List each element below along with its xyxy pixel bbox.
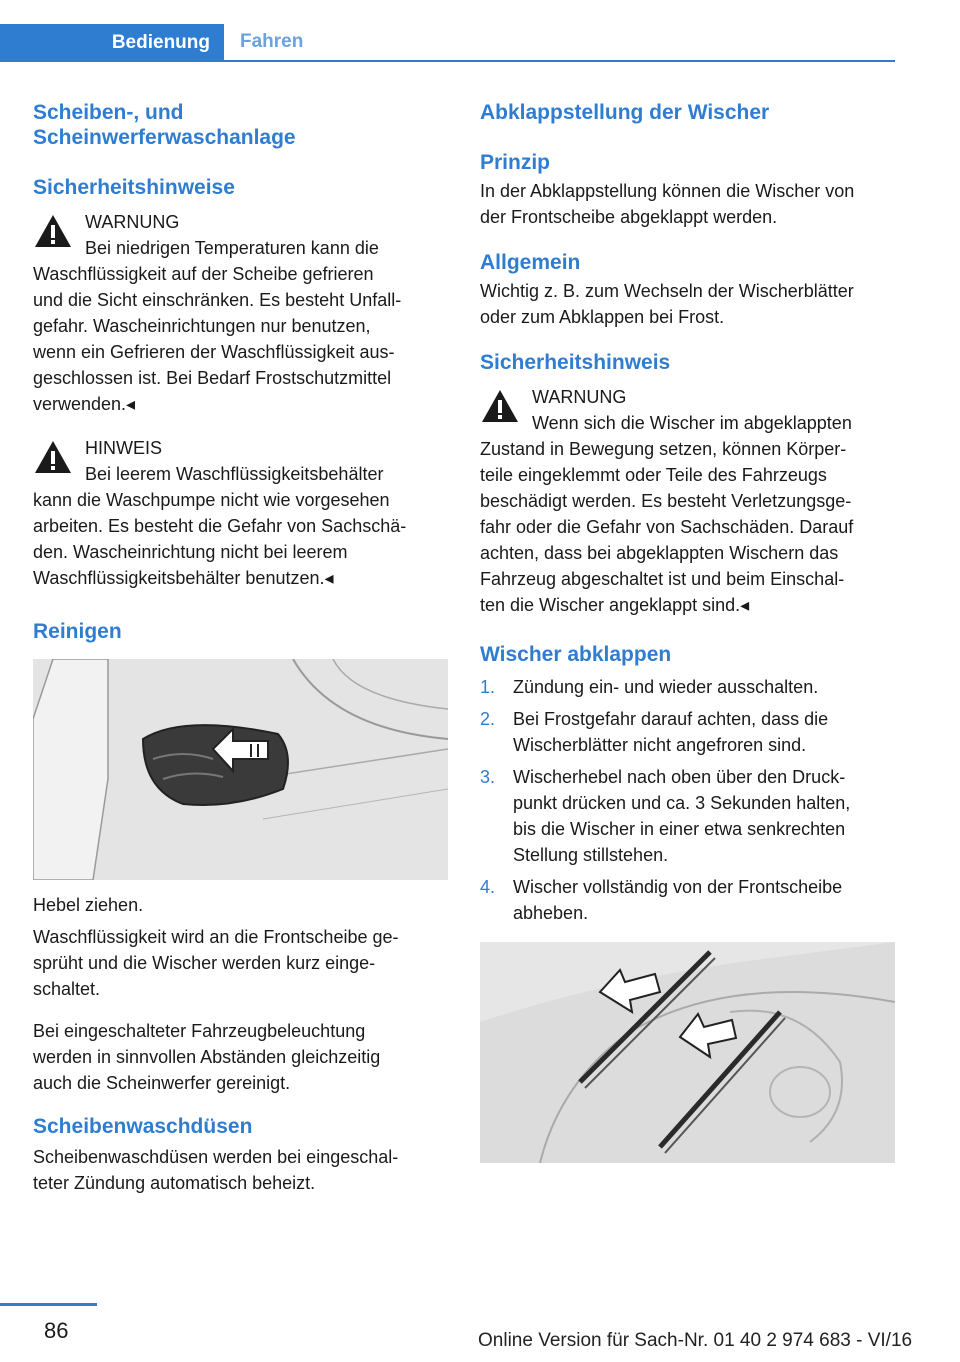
lever-instruction: Hebel ziehen. bbox=[33, 895, 144, 915]
step-line: punkt drücken und ca. 3 Sekunden halten, bbox=[513, 793, 851, 813]
heading-general: Allgemein bbox=[480, 251, 581, 274]
warning-line: achten, dass bei abgeklappten Wischern das bbox=[480, 543, 839, 563]
list-item bbox=[480, 764, 896, 868]
header-rule bbox=[0, 60, 895, 62]
step-number: 4. bbox=[480, 877, 496, 897]
list-item bbox=[480, 706, 896, 758]
footer-rule bbox=[0, 1303, 97, 1306]
warning-label: WARNUNG bbox=[85, 212, 180, 232]
general-text-line: oder zum Abklappen bei Frost. bbox=[480, 307, 725, 327]
warning-triangle-icon bbox=[33, 439, 73, 475]
warning-line: Fahrzeug abgeschaltet ist und beim Einschal- bbox=[480, 569, 845, 589]
online-version-note: Online Version für Sach-Nr. 01 40 2 974 683 - VI/16 bbox=[478, 1330, 913, 1351]
left-column bbox=[33, 100, 448, 1196]
step-line: Zündung ein- und wieder ausschalten. bbox=[513, 677, 819, 697]
step-line: abheben. bbox=[513, 903, 589, 923]
tab-fahren-label: Fahren bbox=[240, 31, 304, 52]
warning-line: ten die Wischer angeklappt sind.◂ bbox=[480, 595, 750, 615]
heading-fold-wipers: Wischer abklappen bbox=[480, 643, 672, 666]
step-line: Bei Frostgefahr darauf achten, dass die bbox=[513, 709, 829, 729]
section-title-wiper: Abklappstellung der Wischer bbox=[480, 101, 770, 124]
notice-line: arbeiten. Es besteht die Gefahr von Sachschä- bbox=[33, 516, 407, 536]
wiper-drawing bbox=[480, 942, 895, 1163]
step-line: Wischerblätter nicht angefroren sind. bbox=[513, 735, 807, 755]
warning-block-2 bbox=[480, 384, 896, 618]
warning-triangle-icon bbox=[480, 388, 520, 424]
warning-line: beschädigt werden. Es besteht Verletzungsge- bbox=[480, 491, 852, 511]
step-line: bis die Wischer in einer etwa senkrechten bbox=[513, 819, 846, 839]
heading-safety-notes: Sicherheitshinweise bbox=[33, 176, 235, 199]
heading-cleaning: Reinigen bbox=[33, 620, 122, 643]
notice-line: Bei leerem Waschflüssigkeitsbehälter bbox=[85, 464, 384, 484]
warning-line: geschlossen ist. Bei Bedarf Frostschutzmittel bbox=[33, 368, 392, 388]
lever-drawing bbox=[33, 659, 448, 880]
step-number: 2. bbox=[480, 709, 496, 729]
warning-line: und die Sicht einschränken. Es besteht Unfall- bbox=[33, 290, 402, 310]
principle-text-line: der Frontscheibe abgeklappt werden. bbox=[480, 207, 778, 227]
warning-line: gefahr. Wascheinrichtungen nur benutzen, bbox=[33, 316, 371, 336]
warning-line: Waschflüssigkeit auf der Scheibe gefrieren bbox=[33, 264, 374, 284]
warning-block-1 bbox=[33, 209, 448, 417]
notice-block-1 bbox=[33, 435, 448, 591]
step-line: Wischerhebel nach oben über den Druck- bbox=[513, 767, 846, 787]
fold-steps-list bbox=[480, 674, 896, 926]
warning-line: Bei niedrigen Temperaturen kann die bbox=[85, 238, 379, 258]
spray-text-line: Waschflüssigkeit wird an die Frontscheibe ge- bbox=[33, 927, 399, 947]
notice-line: kann die Waschpumpe nicht wie vorgesehen bbox=[33, 490, 390, 510]
general-text-line: Wichtig z. B. zum Wechseln der Wischerblätter bbox=[480, 281, 854, 301]
heading-safety-note: Sicherheitshinweis bbox=[480, 351, 671, 374]
tab-bedienung[interactable] bbox=[0, 24, 224, 62]
headlight-text-line: auch die Scheinwerfer gereinigt. bbox=[33, 1073, 291, 1093]
warning-line: Wenn sich die Wischer im abgeklappten bbox=[532, 413, 852, 433]
warning-line: wenn ein Gefrieren der Waschflüssigkeit aus- bbox=[33, 342, 395, 362]
section-title-washer: Scheiben-, und Scheinwerferwaschanlage bbox=[33, 101, 296, 149]
spray-text-line: schaltet. bbox=[33, 979, 101, 999]
tab-fahren[interactable] bbox=[240, 24, 303, 60]
spray-text-line: sprüht und die Wischer werden kurz einge- bbox=[33, 953, 376, 973]
step-number: 1. bbox=[480, 677, 496, 697]
chapter-tabs bbox=[0, 24, 895, 62]
notice-label: HINWEIS bbox=[85, 438, 163, 458]
list-item bbox=[480, 674, 896, 700]
headlight-text-line: werden in sinnvollen Abständen gleichzeitig bbox=[33, 1047, 381, 1067]
step-line: Wischer vollständig von der Frontscheibe bbox=[513, 877, 843, 897]
right-column bbox=[480, 100, 896, 1163]
notice-line: den. Wascheinrichtung nicht bei leerem bbox=[33, 542, 348, 562]
nozzle-text-line: teter Zündung automatisch beheizt. bbox=[33, 1173, 316, 1193]
heading-nozzles: Scheibenwaschdüsen bbox=[33, 1115, 253, 1138]
lever-illustration bbox=[33, 659, 448, 880]
wiper-illustration bbox=[480, 942, 895, 1163]
principle-text-line: In der Abklappstellung können die Wischer von bbox=[480, 181, 855, 201]
notice-line: Waschflüssigkeitsbehälter benutzen.◂ bbox=[33, 568, 334, 588]
warning-triangle-icon bbox=[33, 213, 73, 249]
nozzle-text-line: Scheibenwaschdüsen werden bei eingeschal- bbox=[33, 1147, 399, 1167]
warning-line: teile eingeklemmt oder Teile des Fahrzeugs bbox=[480, 465, 827, 485]
warning-line: Zustand in Bewegung setzen, können Körper- bbox=[480, 439, 847, 459]
warning-line: fahr oder die Gefahr von Sachschäden. Darauf bbox=[480, 517, 854, 537]
page-number: 86 bbox=[44, 1318, 69, 1343]
tab-bedienung-label: Bedienung bbox=[111, 32, 210, 53]
list-item bbox=[480, 874, 896, 926]
warning-line: verwenden.◂ bbox=[33, 394, 136, 414]
heading-principle: Prinzip bbox=[480, 151, 551, 174]
headlight-text-line: Bei eingeschalteter Fahrzeugbeleuchtung bbox=[33, 1021, 366, 1041]
warning-label: WARNUNG bbox=[532, 387, 627, 407]
step-line: Stellung stillstehen. bbox=[513, 845, 669, 865]
step-number: 3. bbox=[480, 767, 496, 787]
